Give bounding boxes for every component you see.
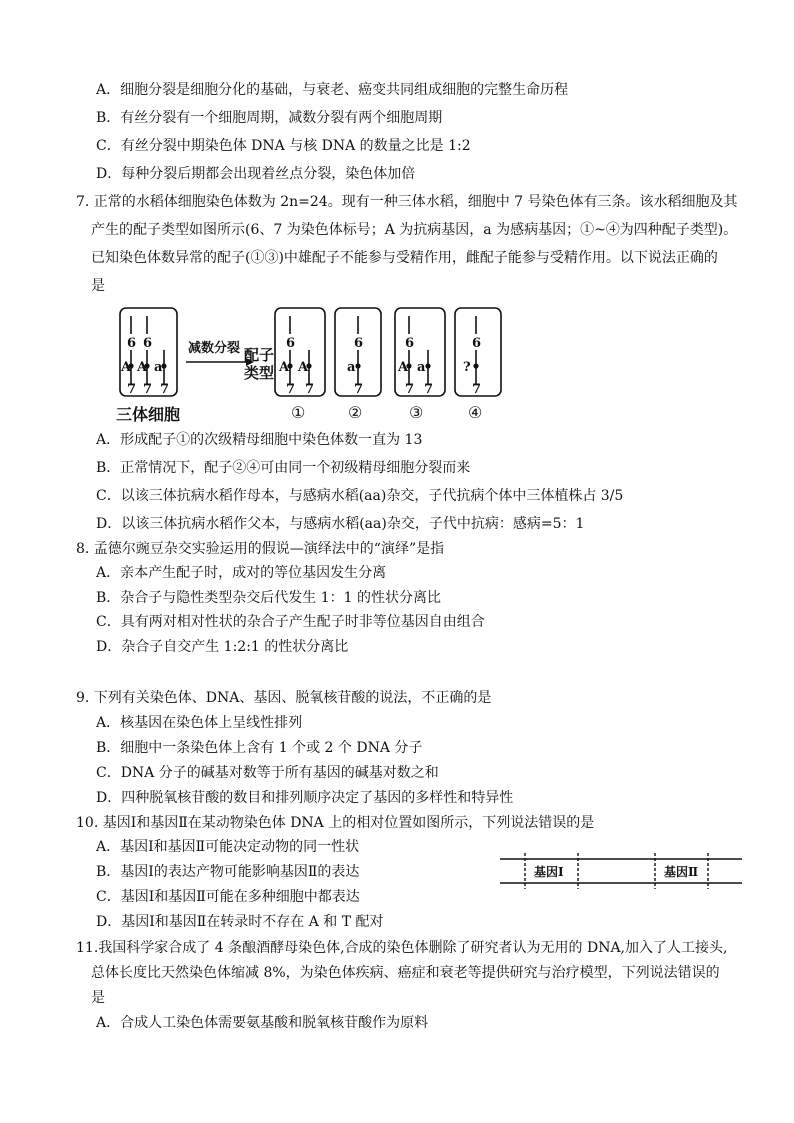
q7-stem-line-4: 是	[91, 278, 105, 294]
q8-option-c: C．具有两对相对性状的杂合子产生配子时非等位基因自由组合	[96, 614, 485, 630]
g2-label-6: 6	[354, 336, 364, 351]
q8-stem: 8. 孟德尔豌豆杂交实验运用的假说—演绎法中的“演绎”是指	[76, 541, 445, 557]
cell-label-6b: 6	[143, 336, 153, 351]
g1-label-7a: 7	[286, 382, 296, 397]
gamete-number-4: ④	[468, 403, 483, 422]
g4-unknown: ?	[463, 360, 471, 375]
q7-option-b: B．正常情况下，配子②④可由同一个初级精母细胞分裂而来	[96, 460, 471, 476]
g2-gene-a: a	[347, 360, 356, 375]
gamete-number-1: ①	[291, 403, 306, 422]
gene-2-label: 基因Ⅱ	[664, 865, 699, 879]
g2-label-7: 7	[354, 382, 364, 397]
g3-gene-A: A	[398, 360, 409, 375]
q8-option-b: B．杂合子与隐性类型杂交后代发生 1：1 的性状分离比	[96, 590, 442, 606]
g4-label-6: 6	[472, 336, 482, 351]
q6-option-c: C．有丝分裂中期染色体 DNA 与核 DNA 的数量之比是 1:2	[96, 138, 471, 154]
q11-option-a: A．合成人工染色体需要氨基酸和脱氧核苷酸作为原料	[96, 1015, 429, 1031]
g3-label-7a: 7	[405, 382, 415, 397]
cell-label-7a: 7	[127, 382, 137, 397]
q9-option-b: B．细胞中一条染色体上含有 1 个或 2 个 DNA 分子	[96, 740, 423, 756]
q9-option-a: A．核基因在染色体上呈线性排列	[96, 715, 303, 731]
q7-trisomy-figure	[110, 300, 510, 428]
g1-gene-A2: A	[298, 360, 309, 375]
gamete-1-cell	[275, 308, 325, 396]
q10-option-c: C．基因Ⅰ和基因Ⅱ可能在多种细胞中都表达	[96, 889, 360, 905]
g1-gene-A: A	[279, 360, 290, 375]
q9-stem: 9. 下列有关染色体、DNA、基因、脱氧核苷酸的说法，不正确的是	[76, 690, 492, 706]
g1-label-7b: 7	[305, 382, 315, 397]
q7-option-c: C．以该三体抗病水稻作母本，与感病水稻(aa)杂交，子代抗病个体中三体植株占 3/5	[96, 488, 624, 504]
q10-option-d: D．基因Ⅰ和基因Ⅱ在转录时不存在 A 和 T 配对	[96, 914, 384, 930]
q9-option-c: C．DNA 分子的碱基对数等于所有基因的碱基对数之和	[96, 765, 439, 781]
gamete-type-label-2: 类型	[244, 364, 275, 382]
cell-label-7b: 7	[143, 382, 153, 397]
q8-option-a: A．亲本产生配子时，成对的等位基因发生分离	[96, 565, 387, 581]
gamete-number-3: ③	[409, 403, 424, 422]
g4-label-7: 7	[472, 382, 482, 397]
gamete-number-2: ②	[348, 403, 363, 422]
q7-stem-line-2: 产生的配子类型如图所示(6、7 为染色体标号；A 为抗病基因，a 为感病基因；①~④为四种配子类型)。	[91, 222, 738, 238]
q6-option-d: D．每种分裂后期都会出现着丝点分裂，染色体加倍	[96, 166, 416, 182]
gene-1-label: 基因Ⅰ	[534, 865, 564, 879]
q7-option-d: D．以该三体抗病水稻作父本，与感病水稻(aa)杂交，子代中抗病：感病=5：1	[96, 516, 585, 532]
meiosis-label: 减数分裂	[188, 341, 241, 356]
q7-stem-line-1: 7. 正常的水稻体细胞染色体数为 2n=24。现有一种三体水稻，细胞中 7 号染色体有三条。该水稻细胞及其	[76, 194, 738, 210]
g3-gene-a: a	[417, 360, 426, 375]
q8-option-d: D．杂合子自交产生 1:2:1 的性状分离比	[96, 639, 349, 655]
cell-label-7c: 7	[160, 382, 170, 397]
q11-stem-line-3: 是	[91, 990, 105, 1006]
cell-label-6a: 6	[127, 336, 137, 351]
cell-gene-a: a	[154, 360, 163, 375]
cell-gene-A: A	[121, 360, 132, 375]
q10-stem: 10. 基因Ⅰ和基因Ⅱ在某动物染色体 DNA 上的相对位置如图所示，下列说法错误的是	[76, 815, 595, 831]
q6-option-a: A．细胞分裂是细胞分化的基础，与衰老、癌变共同组成细胞的完整生命历程	[96, 82, 569, 98]
q7-stem-line-3: 已知染色体数异常的配子(①③)中雄配子不能参与受精作用，雌配子能参与受精作用。以下说法正确的	[91, 250, 718, 266]
g3-label-6: 6	[405, 336, 415, 351]
q10-option-a: A．基因Ⅰ和基因Ⅱ可能决定动物的同一性状	[96, 839, 360, 855]
g1-label-6: 6	[286, 336, 296, 351]
q6-option-b: B．有丝分裂有一个细胞周期，减数分裂有两个细胞周期	[96, 110, 443, 126]
q7-option-a: A．形成配子①的次级精母细胞中染色体数一直为 13	[96, 432, 423, 448]
q11-stem-line-1: 11.我国科学家合成了 4 条酿酒酵母染色体,合成的染色体删除了研究者认为无用的 DNA,加入了人工接头,	[76, 940, 728, 956]
gamete-type-label-1: 配子	[244, 346, 275, 364]
g3-label-7b: 7	[424, 382, 434, 397]
q10-option-b: B．基因Ⅰ的表达产物可能影响基因Ⅱ的表达	[96, 864, 360, 880]
q11-stem-line-2: 总体长度比天然染色体缩减 8%，为染色体疾病、癌症和衰老等提供研究与治疗模型，下列说法错误的	[91, 965, 720, 981]
gamete-3-cell	[395, 308, 445, 396]
cell-gene-A2: A	[137, 360, 148, 375]
q10-gene-diagram	[498, 852, 744, 890]
trisomic-cell-caption: 三体细胞	[116, 405, 181, 424]
q9-option-d: D．四种脱氧核苷酸的数目和排列顺序决定了基因的多样性和特异性	[96, 790, 514, 806]
